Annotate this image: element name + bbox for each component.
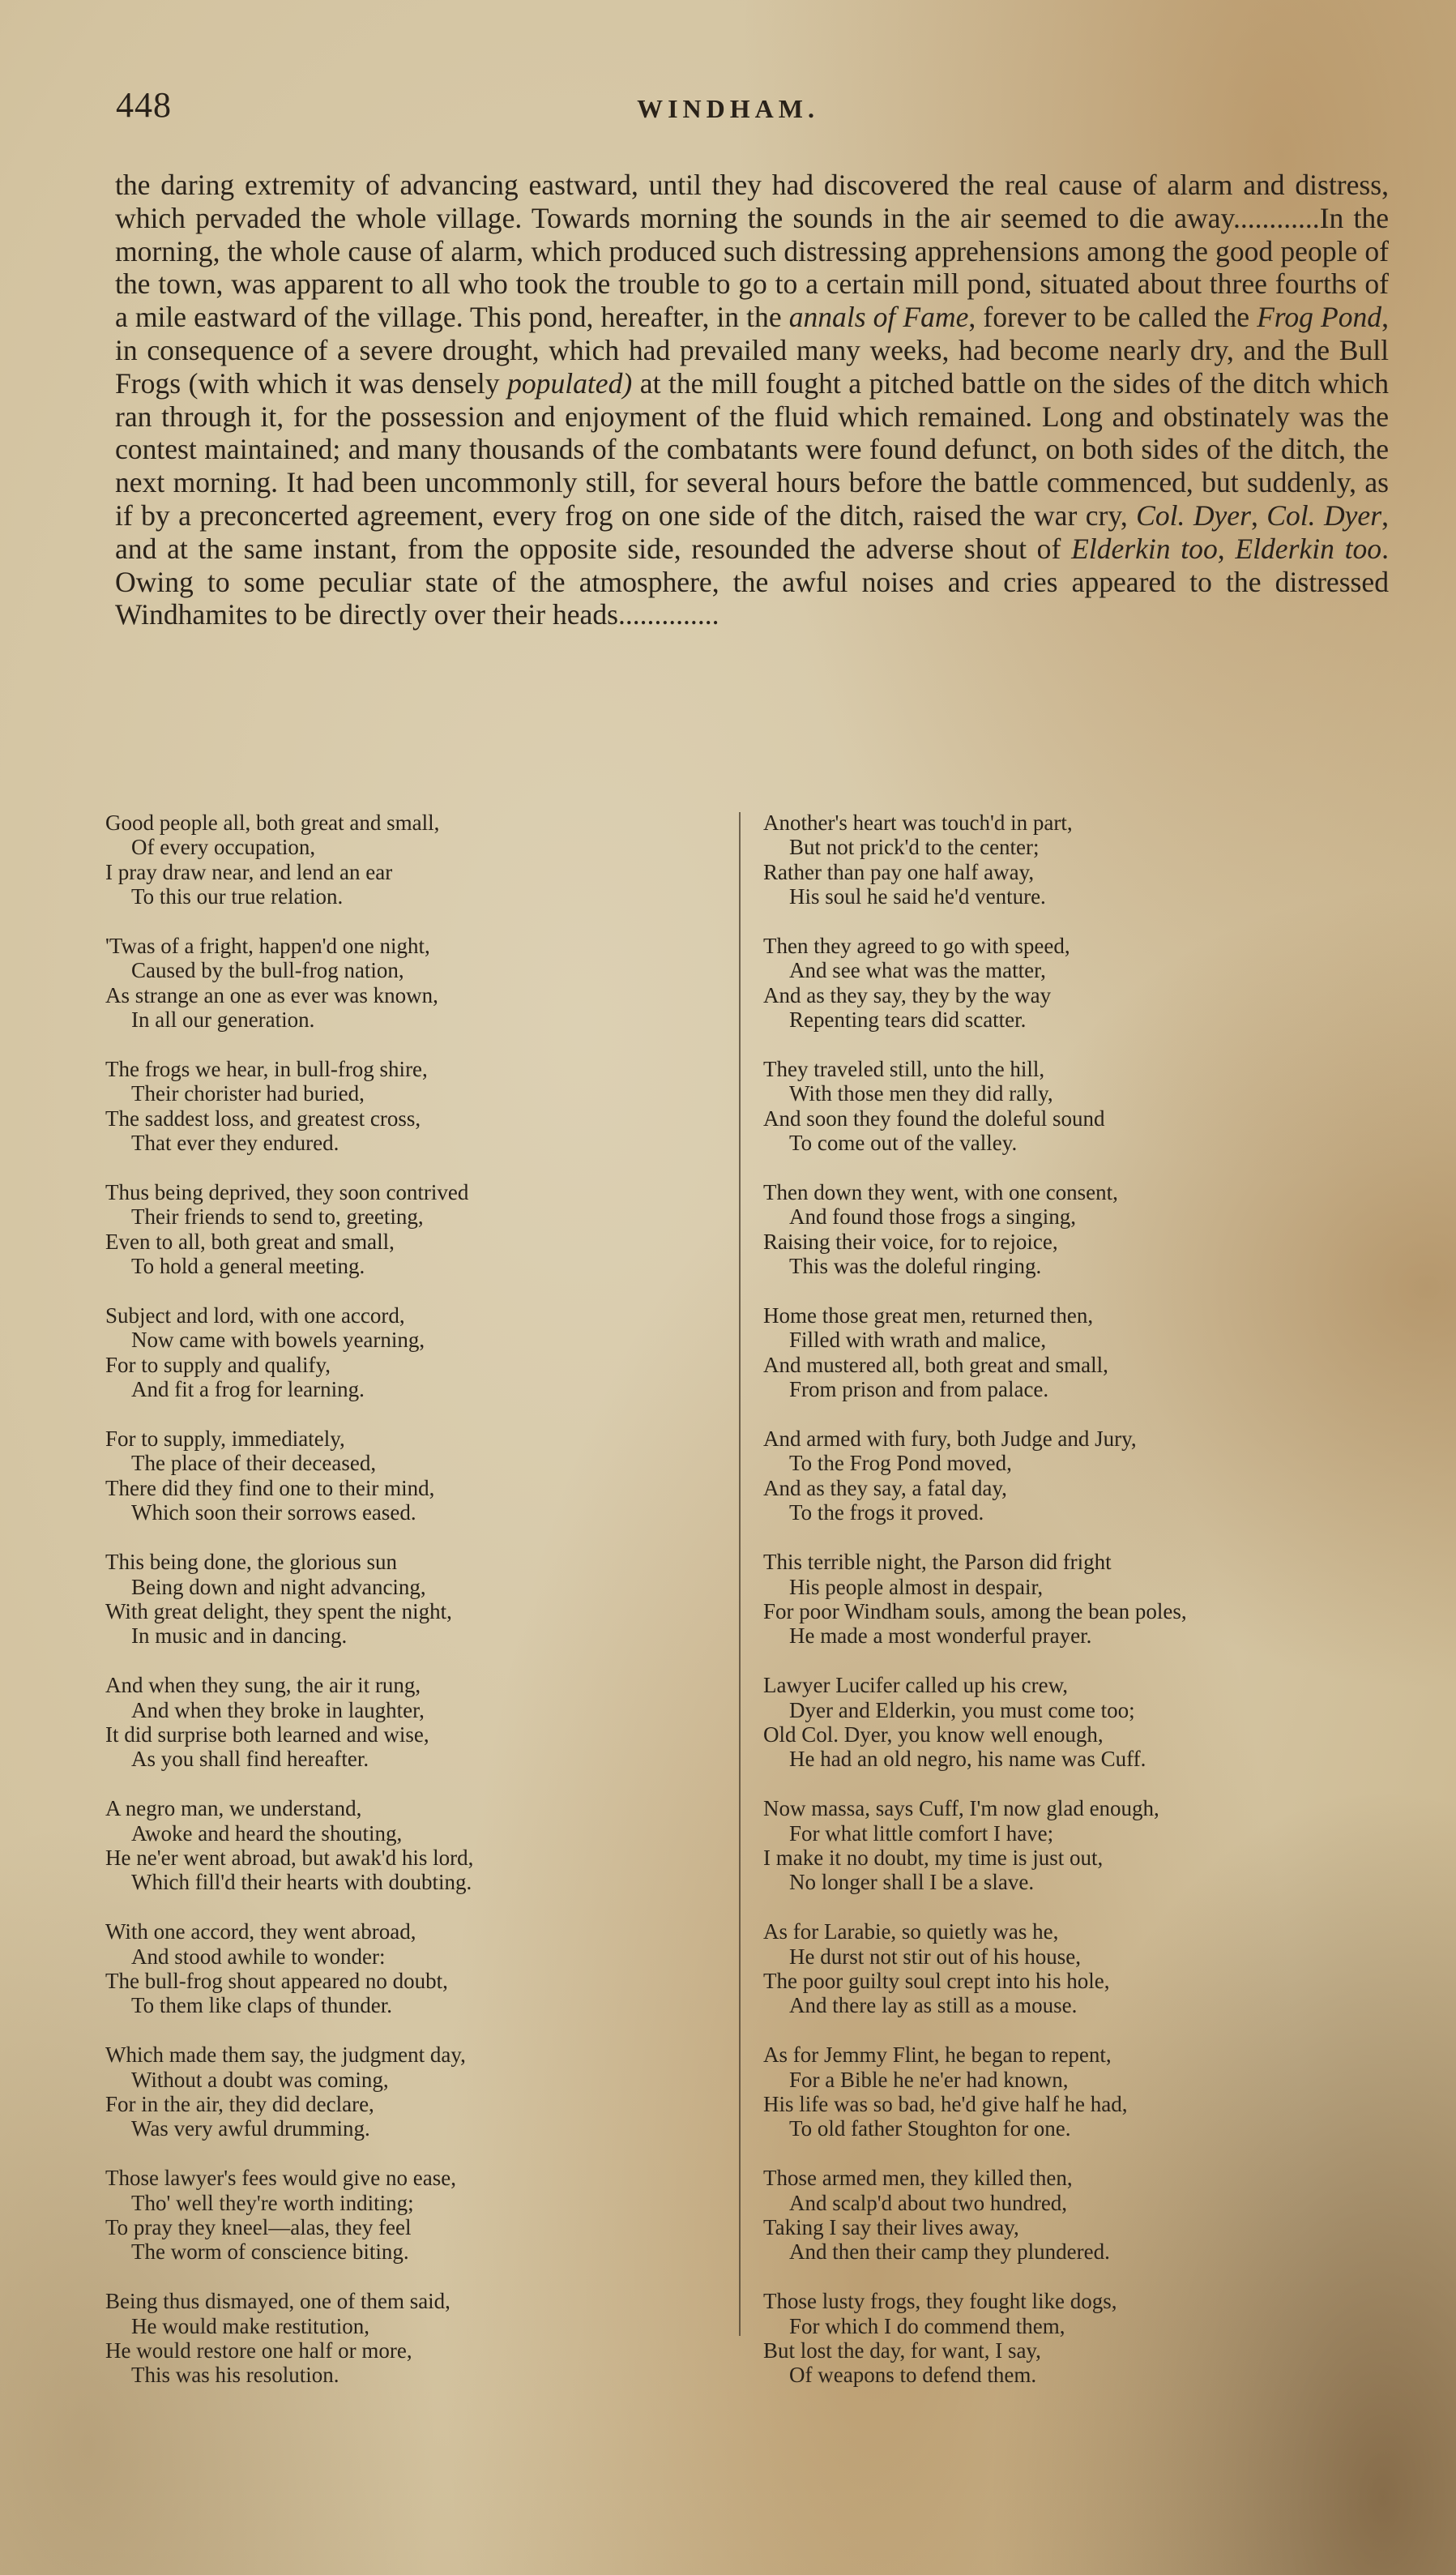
poem-line: Lawyer Lucifer called up his crew, [763,1673,1069,1698]
poem-line: Was very awful drumming. [131,2116,370,2141]
poem-line: To pray they kneel—alas, they feel [105,2214,412,2239]
poem-line: Raising their voice, for to rejoice, [763,1229,1058,1254]
poem-stanza [763,934,1330,1033]
poem-stanza [763,1919,1330,2018]
poem-line: And as they say, they by the way [763,982,1052,1007]
poem-stanza [105,1057,705,1156]
poem-column-left [105,811,705,2412]
poem-line: I make it no doubt, my time is just out, [763,1845,1104,1870]
poem-stanza [763,1180,1330,1279]
poem-stanza [763,2042,1330,2141]
poem-stanza [763,1673,1330,1772]
poem-line: But lost the day, for want, I say, [763,2338,1041,2363]
poem-line: His soul he said he'd venture. [789,884,1046,909]
poem-stanza [105,1796,705,1895]
poem-line: He would restore one half or more, [105,2338,412,2363]
poem-line: Caused by the bull-frog nation, [131,958,404,983]
poem-line: Their friends to send to, greeting, [131,1204,424,1230]
poem-line: Of weapons to defend them. [789,2363,1037,2388]
poem-line: Awoke and heard the shouting, [131,1820,403,1846]
poem-line: For poor Windham souls, among the bean poles, [763,1598,1187,1623]
poem-line: With great delight, they spent the night, [105,1598,452,1623]
poem-line: It did surprise both learned and wise, [105,1722,429,1747]
poem-line: He ne'er went abroad, but awak'd his lord, [105,1845,474,1870]
poem-line: The worm of conscience biting. [131,2239,409,2265]
poem-line: And armed with fury, both Judge and Jury, [763,1427,1137,1452]
poem-line: The frogs we hear, in bull-frog shire, [105,1057,428,1082]
poem-line: And fit a frog for learning. [131,1377,365,1402]
poem-line: He would make restitution, [131,2313,369,2338]
poem-stanza [105,1303,705,1402]
poem-line: For to supply, immediately, [105,1427,345,1452]
page-number: 448 [116,85,172,125]
poem-line: For a Bible he ne'er had known, [789,2067,1069,2092]
poem-stanza [763,1550,1330,1649]
poem-line: To the frogs it proved. [789,1500,984,1525]
poem-line: This terrible night, the Parson did fright [763,1550,1112,1575]
poem-line: Now massa, says Cuff, I'm now glad enough, [763,1796,1159,1821]
poem-stanza [763,1427,1330,1525]
poem-line: This was his resolution. [131,2363,339,2388]
poem-line: As for Jemmy Flint, he began to repent, [763,2042,1112,2068]
poem-line: Now came with bowels yearning, [131,1328,425,1353]
poem-line: And found those frogs a singing, [789,1204,1076,1230]
poem-line: But not prick'd to the center; [789,835,1040,860]
poem-line: Of every occupation, [131,835,316,860]
poem-line: Taking I say their lives away, [763,2214,1019,2239]
poem-line: The poor guilty soul crept into his hole, [763,1968,1110,1993]
poem-stanza [763,811,1330,909]
poem-line: From prison and from palace. [789,1377,1049,1402]
poem-line: Their chorister had buried, [131,1081,365,1106]
poem-line: Being down and night advancing, [131,1574,426,1599]
poem-line: Which made them say, the judgment day, [105,2042,466,2068]
poem-stanza [105,811,705,909]
poem-line: And stood awhile to wonder: [131,1944,386,1969]
poem-line: And when they sung, the air it rung, [105,1673,421,1698]
poem-line: This being done, the glorious sun [105,1550,397,1575]
poem-line: For in the air, they did declare, [105,2091,374,2116]
poem-line: To old father Stoughton for one. [789,2116,1071,2141]
poem-line: Which fill'd their hearts with doubting. [131,1870,472,1895]
poem-stanza [763,1057,1330,1156]
poem-line: To them like claps of thunder. [131,1993,393,2018]
poem-line: For which I do commend them, [789,2313,1065,2338]
poem-line: And scalp'd about two hundred, [789,2190,1068,2215]
prose-paragraph [115,169,1389,631]
poem-line: He made a most wonderful prayer. [789,1623,1092,1649]
poem-line: Even to all, both great and small, [105,1229,395,1254]
poem-line: Thus being deprived, they soon contrived [105,1180,469,1205]
poem-line: As strange an one as ever was known, [105,982,438,1007]
poem-stanza [105,1919,705,2018]
poem-stanza [105,2289,705,2388]
poem-line: Filled with wrath and malice, [789,1328,1047,1353]
poem-line: Those lawyer's fees would give no ease, [105,2166,456,2191]
poem-line: Those lusty frogs, they fought like dogs, [763,2289,1117,2314]
poem-stanza [763,1303,1330,1402]
poem-line: For what little comfort I have; [789,1820,1054,1846]
poem-line: With those men they did rally, [789,1081,1053,1106]
poem-line: And soon they found the doleful sound [763,1106,1105,1131]
poem-stanza [763,1796,1330,1895]
poem-line: I pray draw near, and lend an ear [105,859,393,884]
poem-line: And then their camp they plundered. [789,2239,1110,2265]
poem-stanza [105,1550,705,1649]
poem-line: And as they say, a fatal day, [763,1475,1007,1500]
poem-line: With one accord, they went abroad, [105,1919,416,1944]
poem-line: Home those great men, returned then, [763,1303,1094,1328]
poem-line: Good people all, both great and small, [105,811,440,835]
poem-line: His people almost in despair, [789,1574,1044,1599]
poem-line: To the Frog Pond moved, [789,1451,1012,1476]
poem-line: The place of their deceased, [131,1451,377,1476]
poem-line: Subject and lord, with one accord, [105,1303,405,1328]
poem-stanza [763,2166,1330,2265]
poem-line: Being thus dismayed, one of them said, [105,2289,450,2314]
poem-line: To come out of the valley. [789,1131,1018,1156]
poem-stanza [105,934,705,1033]
poem-line: His life was so bad, he'd give half he had, [763,2091,1128,2116]
poem-line: Dyer and Elderkin, you must come too; [789,1697,1135,1722]
poem-stanza [105,2166,705,2265]
poem-line: In all our generation. [131,1007,315,1033]
poem-line: And there lay as still as a mouse. [789,1993,1078,2018]
poem-line: For to supply and qualify, [105,1352,331,1377]
column-divider [739,812,741,2336]
poem-line: In music and in dancing. [131,1623,348,1649]
poem-stanza [763,2289,1330,2388]
poem-line: Old Col. Dyer, you know well enough, [763,1722,1104,1747]
poem-column-right [763,811,1330,2412]
poem-line: Which soon their sorrows eased. [131,1500,416,1525]
poem-line: There did they find one to their mind, [105,1475,435,1500]
poem-stanza [105,1427,705,1525]
poem-stanza [105,1673,705,1772]
poem-line: The saddest loss, and greatest cross, [105,1106,421,1131]
prose-text: the daring extremity of advancing eastward, until they had discovered the real cause of alarm and distress, which pervaded the whole village. Towards morning the sounds in the air seemed to die away............In the morning, the whole cause of alarm, which produced such distressing apprehensions among the good people of the town, was apparent to all who took the trouble to go to a certain mill pond, situated about three fourths of a mile eastward of the village. This pond, hereafter, in the annals of Fame, forever to be called the Frog Pond, in consequence of a severe drought, which had prevailed many weeks, had become nearly dry, and the Bull Frogs (with which it was densely populated) at the mill fought a pitched battle on the sides of the ditch which ran through it, for the possession and enjoyment of the fluid which remained. Long and obstinately was the contest maintained; and many thousands of the combatants were found defunct, on both sides of the ditch, the next morning. It had been uncommonly still, for several hours before the battle commenced, but suddenly, as if by a preconcerted agreement, every frog on one side of the ditch, raised the war cry, Col. Dyer, Col. Dyer, and at the same instant, from the opposite side, resounded the adverse shout of Elderkin too, Elderkin too. Owing to some peculiar state of the atmosphere, the awful noises and cries appeared to the distressed Windhamites to be directly over their heads.............. [115,169,1389,631]
poem-line: That ever they endured. [131,1131,339,1156]
poem-line: And see what was the matter, [789,958,1046,983]
poem-line: Without a doubt was coming, [131,2067,389,2092]
poem-line: 'Twas of a fright, happen'd one night, [105,934,430,959]
poem-line: Another's heart was touch'd in part, [763,811,1073,835]
poem-line: Rather than pay one half away, [763,859,1035,884]
poem-stanza [105,1180,705,1279]
poem-line: He had an old negro, his name was Cuff. [789,1747,1146,1772]
poem-line: He durst not stir out of his house, [789,1944,1081,1969]
poem-line: Those armed men, they killed then, [763,2166,1073,2191]
poem-line: And when they broke in laughter, [131,1697,425,1722]
poem-line: As you shall find hereafter. [131,1747,369,1772]
poem-line: As for Larabie, so quietly was he, [763,1919,1059,1944]
running-head: WINDHAM. [637,94,819,123]
poem-line: Tho' well they're worth inditing; [131,2190,414,2215]
poem-line: Then down they went, with one consent, [763,1180,1118,1205]
poem-line: No longer shall I be a slave. [789,1870,1035,1895]
poem-line: They traveled still, unto the hill, [763,1057,1045,1082]
poem-line: The bull-frog shout appeared no doubt, [105,1968,448,1993]
poem-line: To this our true relation. [131,884,344,909]
poem-line: A negro man, we understand, [105,1796,362,1821]
poem-line: Then they agreed to go with speed, [763,934,1070,959]
poem-line: And mustered all, both great and small, [763,1352,1108,1377]
poem-line: This was the doleful ringing. [789,1254,1042,1279]
poem-line: To hold a general meeting. [131,1254,365,1279]
poem-stanza [105,2042,705,2141]
poem-line: Repenting tears did scatter. [789,1007,1027,1033]
